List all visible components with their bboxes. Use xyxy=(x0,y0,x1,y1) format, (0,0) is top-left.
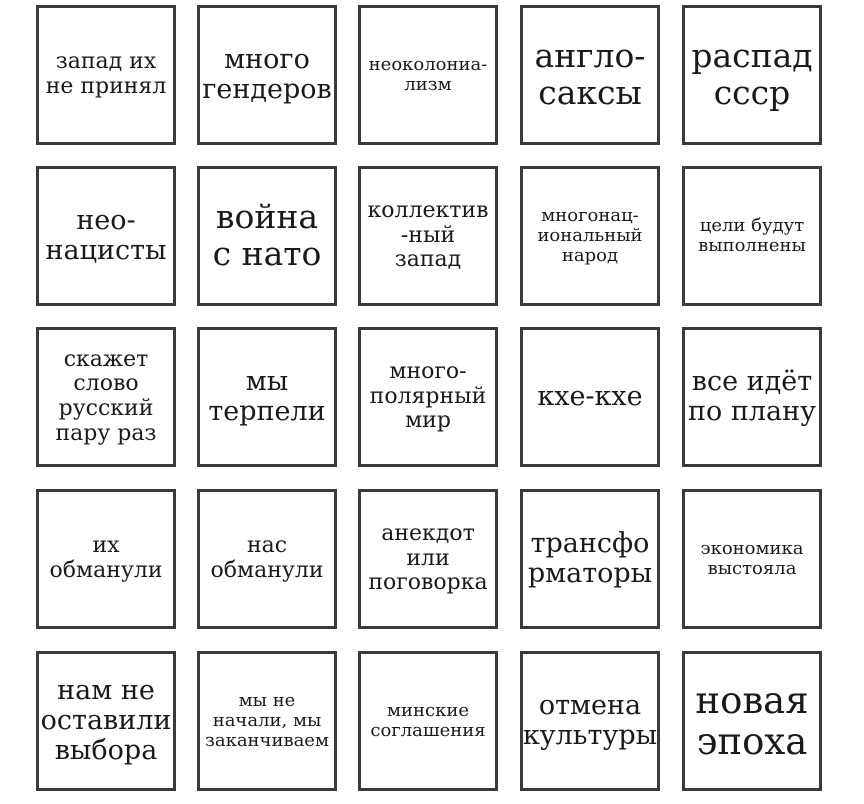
cell-label: мы не начали, мы заканчиваем xyxy=(205,689,329,752)
cell-label: минские соглашения xyxy=(370,699,486,741)
bingo-cell[interactable] xyxy=(197,327,337,467)
bingo-cell[interactable] xyxy=(358,327,498,467)
bingo-cell[interactable] xyxy=(520,489,660,629)
bingo-cell[interactable] xyxy=(36,651,176,791)
cell-label: новая эпоха xyxy=(695,678,809,763)
cell-label: все идёт по плану xyxy=(688,365,816,427)
bingo-cell[interactable] xyxy=(682,651,822,791)
bingo-cell[interactable] xyxy=(682,489,822,629)
cell-label: неоколониа- лизм xyxy=(368,53,488,95)
cell-label: анекдот или поговорка xyxy=(368,521,488,596)
bingo-cell[interactable] xyxy=(358,166,498,306)
bingo-cell[interactable] xyxy=(197,5,337,145)
bingo-cell[interactable] xyxy=(520,327,660,467)
cell-label: коллектив -ный запад xyxy=(367,198,489,273)
bingo-cell[interactable] xyxy=(36,327,176,467)
cell-label: многонац- иональный народ xyxy=(537,204,643,267)
bingo-cell[interactable] xyxy=(36,489,176,629)
cell-label: много гендеров xyxy=(202,43,332,105)
bingo-cell[interactable] xyxy=(36,166,176,306)
cell-label: цели будут выполнены xyxy=(698,214,806,256)
bingo-cell[interactable] xyxy=(520,166,660,306)
bingo-cell[interactable] xyxy=(358,489,498,629)
cell-label: много- полярный мир xyxy=(369,359,487,434)
bingo-board xyxy=(36,5,828,795)
cell-label: их обманули xyxy=(49,533,163,583)
bingo-cell[interactable] xyxy=(197,166,337,306)
cell-label: отмена культуры xyxy=(522,689,658,751)
bingo-cell[interactable] xyxy=(358,651,498,791)
bingo-cell[interactable] xyxy=(358,5,498,145)
bingo-cell[interactable] xyxy=(682,327,822,467)
cell-label: нео- нацисты xyxy=(45,204,167,266)
bingo-cell[interactable] xyxy=(197,651,337,791)
bingo-cell[interactable] xyxy=(682,5,822,145)
cell-label: скажет слово русский пару раз xyxy=(55,346,157,446)
cell-label: война с нато xyxy=(212,197,322,273)
cell-label: экономика выстояла xyxy=(700,537,804,579)
bingo-cell[interactable] xyxy=(520,5,660,145)
cell-label: распад сссp xyxy=(691,36,813,112)
cell-label: нам не оставили выбора xyxy=(40,674,172,767)
cell-label: англо- саксы xyxy=(534,36,646,112)
cell-label: кхе-кхе xyxy=(537,380,643,412)
cell-label: запад их не принял xyxy=(45,49,167,99)
bingo-cell[interactable] xyxy=(682,166,822,306)
bingo-cell[interactable] xyxy=(197,489,337,629)
bingo-cell[interactable] xyxy=(520,651,660,791)
bingo-cell[interactable] xyxy=(36,5,176,145)
cell-label: нас обманули xyxy=(210,533,324,583)
cell-label: мы терпели xyxy=(208,365,326,427)
cell-label: трансфо рматоры xyxy=(527,527,653,589)
